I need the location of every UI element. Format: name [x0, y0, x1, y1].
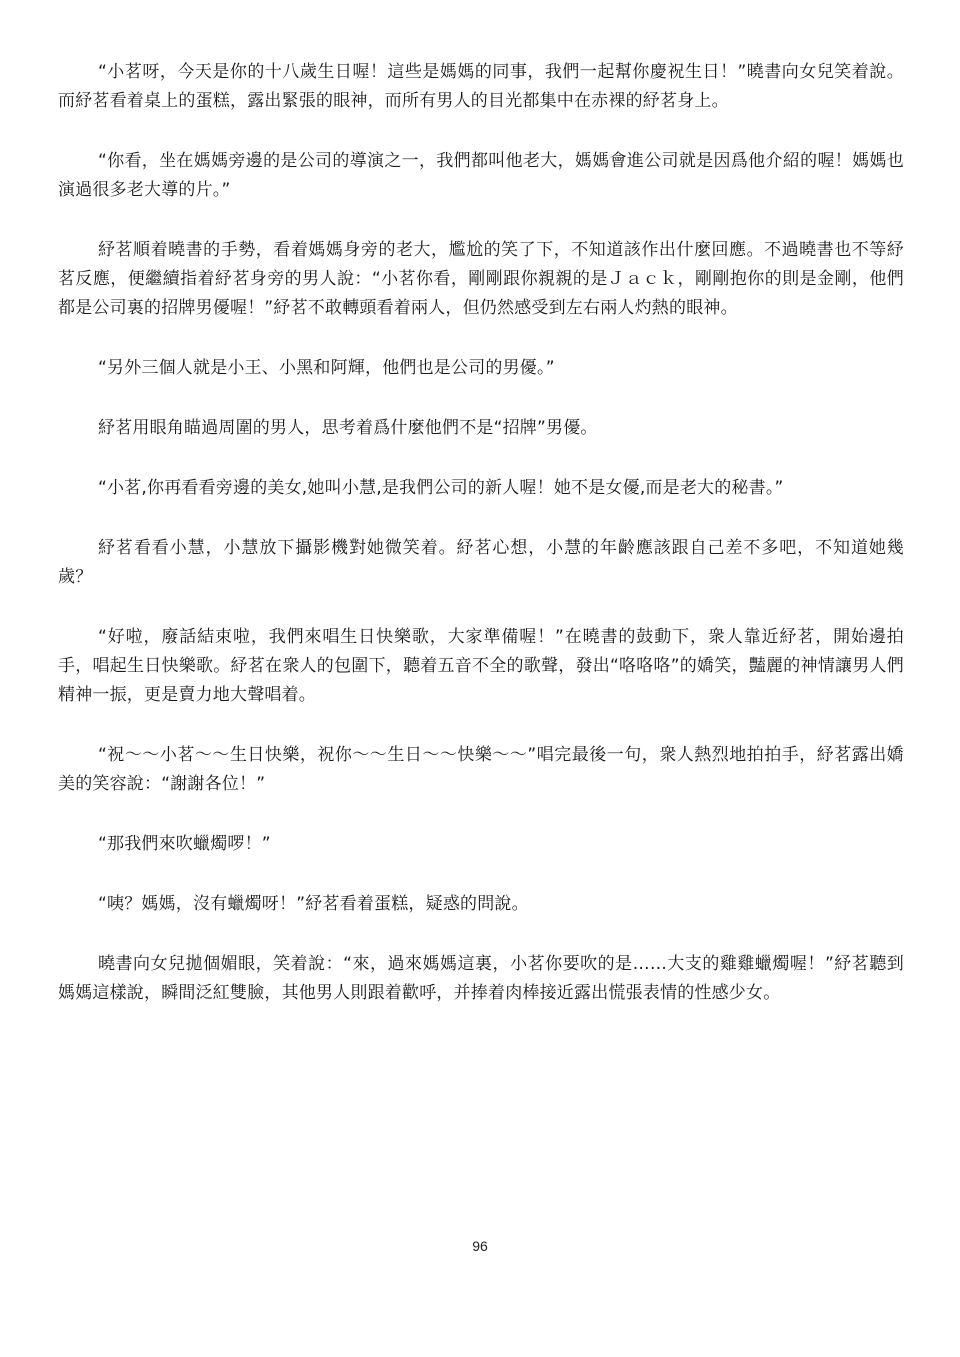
paragraph: 紓茗順着曉書的手勢，看着媽媽身旁的老大，尷尬的笑了下，不知道該作出什麼回應。不過曉書也不等紓茗反應，便繼續指着紓茗身旁的男人說：“小茗你看，剛剛跟你親親的是Ｊａｃｋ，剛剛抱你的則是金剛，他們都是公司裏的招牌男優喔！”紓茗不敢轉頭看着兩人，但仍然感受到左右兩人灼熱的眼神。	[58, 240, 904, 318]
paragraph: 曉書向女兒拋個媚眼，笑着說：“來，過來媽媽這裏，小茗你要吹的是……大支的雞雞蠟燭喔！”紓茗聽到媽媽這樣說，瞬間泛紅雙臉，其他男人則跟着歡呼，并捧着肉棒接近露出慌張表情的性感少女。	[58, 954, 904, 1003]
paragraph: “小茗呀，今天是你的十八歲生日喔！這些是媽媽的同事，我們一起幫你慶祝生日！”曉書向女兒笑着說。而紓茗看着桌上的蛋糕，露出緊張的眼神，而所有男人的目光都集中在赤裸的紓茗身上。	[58, 62, 904, 111]
text-body	[58, 58, 904, 1039]
paragraph: “好啦，廢話結束啦，我們來唱生日快樂歌，大家準備喔！”在曉書的鼓動下，衆人靠近紓茗，開始邊拍手，唱起生日快樂歌。紓茗在衆人的包圍下，聽着五音不全的歌聲，發出“咯咯咯”的嬌笑，豔麗的神情讓男人們精神一振，更是賣力地大聲唱着。	[58, 627, 904, 705]
paragraph: 紓茗用眼角瞄過周圍的男人，思考着爲什麼他們不是“招牌”男優。	[98, 418, 598, 438]
paragraph: “小茗,你再看看旁邊的美女,她叫小慧,是我們公司的新人喔！她不是女優,而是老大的秘書。”	[98, 478, 784, 498]
paragraph: “咦？媽媽，沒有蠟燭呀！”紓茗看着蛋糕，疑惑的問說。	[98, 894, 529, 914]
page-number: 96	[472, 1238, 488, 1254]
paragraph: “你看，坐在媽媽旁邊的是公司的導演之一，我們都叫他老大，媽媽會進公司就是因爲他介紹的喔！媽媽也演過很多老大導的片。”	[58, 151, 904, 200]
paragraph: 紓茗看看小慧，小慧放下攝影機對她微笑着。紓茗心想，小慧的年齡應該跟自己差不多吧，不知道她幾歲？	[58, 538, 904, 587]
paragraph: “祝～～小茗～～生日快樂，祝你～～生日～～快樂～～”唱完最後一句，衆人熱烈地拍拍手，紓茗露出嬌美的笑容說：“謝謝各位！”	[58, 745, 904, 794]
paragraph: “那我們來吹蠟燭啰！”	[98, 834, 271, 854]
paragraph: “另外三個人就是小王、小黑和阿輝，他們也是公司的男優。”	[98, 358, 555, 378]
